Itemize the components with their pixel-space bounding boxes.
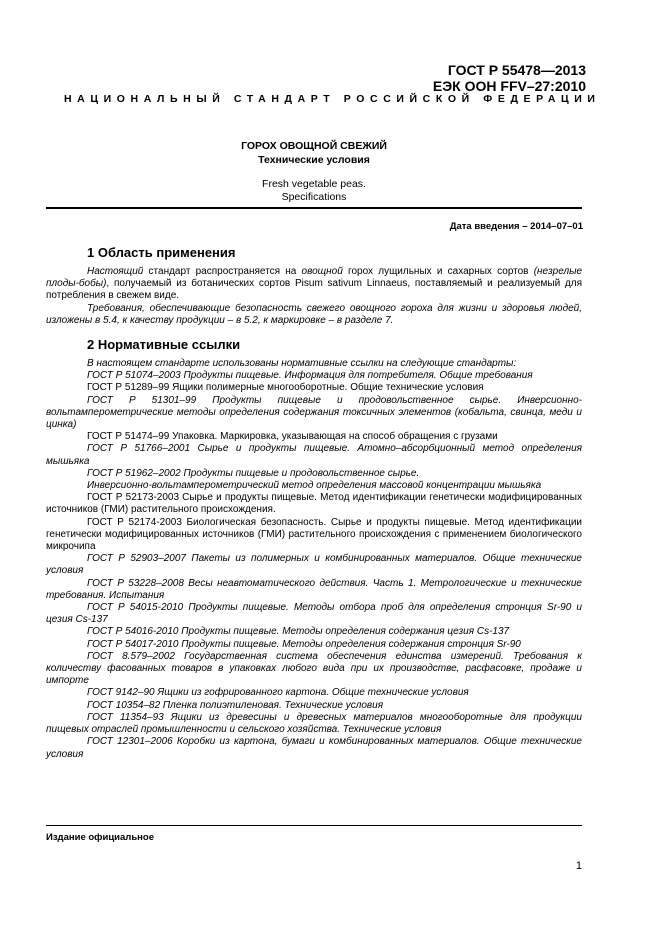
reference-item: ГОСТ 12301–2006 Коробки из картона, бумаги и комбинированных материалов. Общие технические условия — [46, 736, 582, 760]
official-edition-label: Издание официальное — [46, 832, 154, 843]
national-standard-line: НАЦИОНАЛЬНЫЙ СТАНДАРТ РОССИЙСКОЙ ФЕДЕРАЦИИ — [64, 93, 601, 105]
english-title: Fresh vegetable peas. — [262, 178, 366, 190]
scope-paragraph — [46, 266, 582, 303]
reference-item: ГОСТ Р 52173-2003 Сырье и продукты пищевые. Метод идентификации генетически модифицированных источников (ГМИ) растительного происхождения. — [46, 492, 582, 516]
reference-item: ГОСТ Р 51289–99 Ящики полимерные многооборотные. Общие технические условия — [87, 382, 484, 394]
page-number: 1 — [575, 860, 582, 872]
reference-item: ГОСТ 9142–90 Ящики из гофрированного картона. Общие технические условия — [87, 687, 469, 699]
english-subtitle: Specifications — [281, 191, 347, 203]
reference-item: ГОСТ Р 51474–99 Упаковка. Маркировка, указывающая на способ обращения с грузами — [87, 431, 498, 443]
reference-item: ГОСТ Р 54016-2010 Продукты пищевые. Методы определения содержания цезия Cs-137 — [87, 626, 510, 638]
reference-item: ГОСТ Р 51962–2002 Продукты пищевые и продовольственное сырье. — [87, 467, 420, 479]
title-divider — [46, 207, 582, 209]
introduction-date: Дата введения – 2014–07–01 — [449, 221, 583, 232]
scope-text-f: , получаемый из ботанических сортов Pisum sativum Linnaeus, поставляемый и реализуемый для потребления в свежем виде. — [46, 278, 582, 302]
reference-item: ГОСТ Р 52903–2007 Пакеты из полимерных и комбинированных материалов. Общие технические условия — [46, 553, 582, 577]
references-intro: В настоящем стандарте использованы нормативные ссылки на следующие стандарты: — [87, 358, 517, 369]
reference-item: ГОСТ Р 51301–99 Продукты пищевые и продовольственное сырье. Инверсионно-вольтамперометрические методы определения содержания токсичных элементов (кобальта, свинца, меди и цинка) — [46, 394, 582, 431]
scope-text-b: стандарт распространяется на — [143, 266, 302, 277]
reference-item: ГОСТ Р 54015-2010 Продукты пищевые. Методы отбора проб для определения стронция Sr-90 и цезия Cs-137 — [46, 602, 582, 626]
section-2-heading: 2 Нормативные ссылки — [87, 337, 241, 352]
reference-item: ГОСТ Р 51766–2001 Сырье и продукты пищевые. Атомно–абсорбционный метод определения мышьяка — [46, 443, 582, 467]
section-1-heading: 1 Область применения — [87, 245, 236, 260]
footer-divider — [46, 825, 582, 826]
reference-item: ГОСТ 11354–93 Ящики из древесины и древесных материалов многооборотные для продукции пищевых отраслей промышленности и сельского хозяйства. Технические условия — [46, 711, 582, 736]
reference-item: ГОСТ 10354–82 Пленка полиэтиленовая. Технические условия — [87, 699, 384, 711]
safety-paragraph: Требования, обеспечивающие безопасность свежего овощного гороха для жизни и здоровья людей, изложены в 5.4, к качеству продукции – в 5.2, к маркировке – в разделе 7. — [46, 302, 582, 326]
unece-code: ЕЭК ООН FFV–27:2010 — [432, 78, 586, 94]
reference-item: Инверсионно-вольтамперометрический метод определения массовой концентрации мышьяка — [87, 480, 542, 492]
reference-item: ГОСТ Р 54017-2010 Продукты пищевые. Методы определения содержания стронция Sr-90 — [87, 638, 521, 650]
scope-text-c: овощной — [301, 266, 343, 277]
gost-code: ГОСТ Р 55478—2013 — [447, 62, 586, 78]
reference-item: ГОСТ Р 52174-2003 Биологическая безопасность. Сырье и продукты пищевые. Метод идентификации генетически модифицированных источников (ГМИ) растительного происхождения с применением биологического микрочипа — [46, 516, 582, 553]
reference-item: ГОСТ 8.579–2002 Государственная система обеспечения единства измерений. Требования к количеству фасованных товаров в упаковках любого вида при их производстве, расфасовке, продаже и импорте — [46, 650, 582, 687]
section-1-body — [46, 266, 582, 327]
reference-item: ГОСТ Р 51074–2003 Продукты пищевые. Информация для потребителя. Общие требования — [87, 370, 533, 382]
scope-text-e: (незрелые плоды-бобы) — [46, 266, 582, 290]
document-title: ГОРОХ ОВОЩНОЙ СВЕЖИЙ — [241, 140, 387, 152]
normative-references-list — [46, 358, 582, 761]
document-subtitle: Технические условия — [258, 154, 370, 166]
scope-text-d: горох лущильных и сахарных сортов — [342, 266, 529, 277]
scope-text-a: Настоящий — [87, 266, 144, 277]
reference-item: ГОСТ Р 53228–2008 Весы неавтоматического действия. Часть 1. Метрологические и технические требования. Испытания — [46, 577, 582, 601]
